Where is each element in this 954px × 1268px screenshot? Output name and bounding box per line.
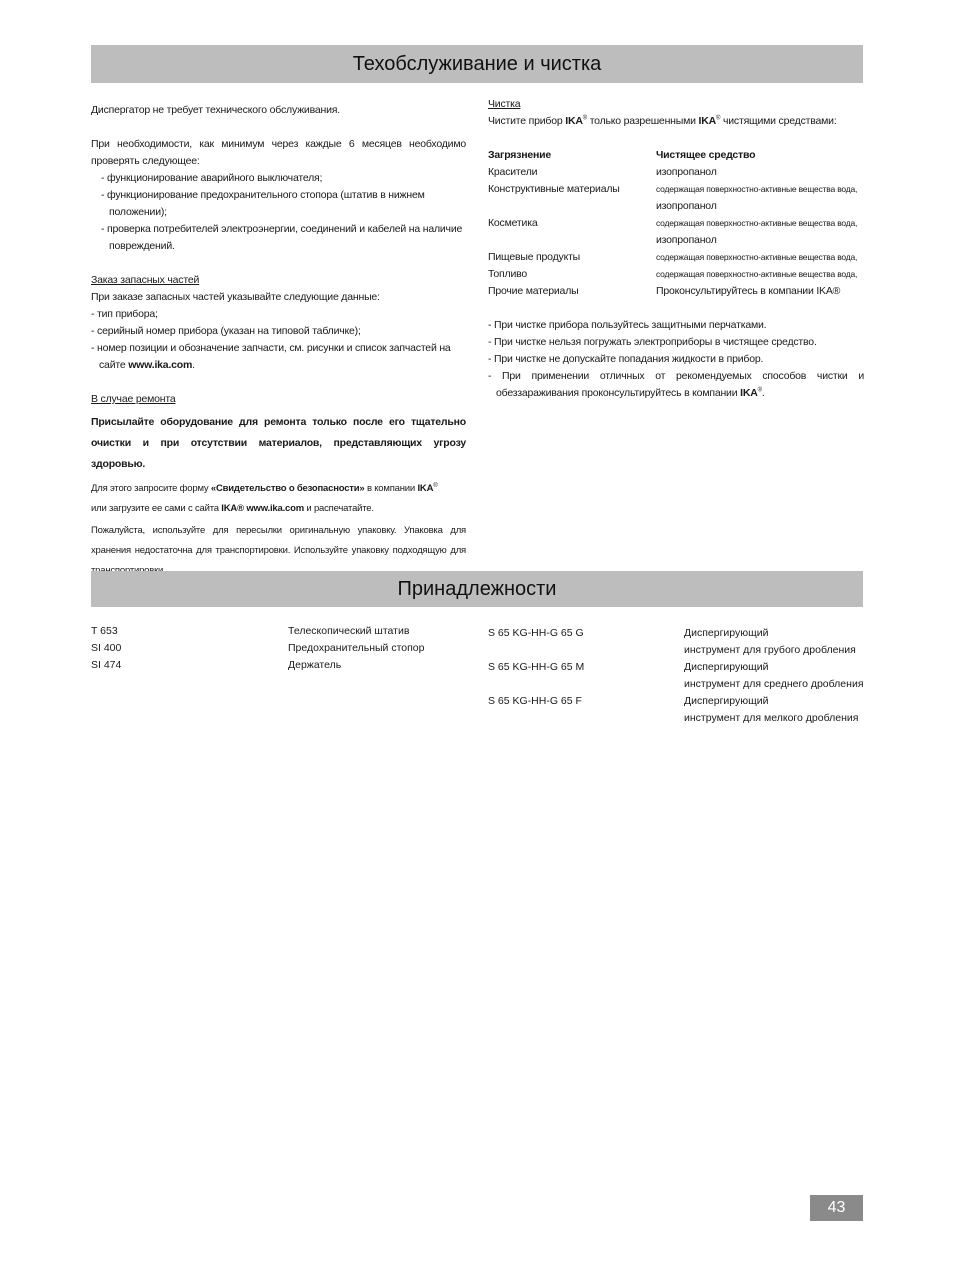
cleaning-intro: Чистите прибор IKA® только разрешенными IKA® чистящими средствами: bbox=[488, 115, 837, 127]
accessory-codes-left bbox=[91, 623, 271, 674]
section-title-accessories: Принадлежности bbox=[91, 571, 863, 607]
accessory-code: SI 400 bbox=[91, 642, 122, 654]
page-number: 43 bbox=[810, 1195, 863, 1221]
table-row: Конструктивные материалы содержащая поверхностно-активные вещества вода, изопропанол bbox=[488, 183, 858, 212]
accessory-code: S 65 KG-HH-G 65 F bbox=[488, 695, 582, 707]
spare-parts-heading: Заказ запасных частей bbox=[91, 274, 200, 286]
cleaning-heading: Чистка bbox=[488, 98, 521, 110]
repair-warning: Присылайте оборудование для ремонта только после его тщательно очистки и при отсутствии материалов, представляющих угрозу здоровью. bbox=[91, 416, 466, 470]
spare-parts-intro: При заказе запасных частей указывайте следующие данные: bbox=[91, 291, 380, 303]
accessory-code: SI 474 bbox=[91, 659, 122, 671]
accessory-description: Телескопический штатив bbox=[288, 625, 410, 637]
check-intro: При необходимости, как минимум через каждые 6 месяцев необходимо проверять следующее: bbox=[91, 138, 466, 167]
table-row: Красители изопропанол bbox=[488, 166, 717, 178]
check-item: - проверка потребителей электроэнергии, соединений и кабелей на наличие повреждений. bbox=[101, 223, 463, 252]
table-header-cell: Чистящее средство bbox=[656, 149, 756, 161]
cleaning-table bbox=[488, 147, 864, 300]
accessory-code: T 653 bbox=[91, 625, 118, 637]
accessory-code: S 65 KG-HH-G 65 M bbox=[488, 661, 585, 673]
accessory-descriptions-right bbox=[684, 625, 864, 727]
accessory-code: S 65 KG-HH-G 65 G bbox=[488, 627, 584, 639]
maintenance-left-column bbox=[91, 102, 466, 581]
cleaning-note: - При применении отличных от рекомендуемых способов чистки и обеззараживания проконсультируйтесь в компании IKA®. bbox=[488, 370, 864, 399]
brand-name: IKA bbox=[417, 483, 434, 494]
cleaning-note: - При чистке не допускайте попадания жидкости в прибор. bbox=[488, 353, 764, 365]
accessory-codes-right bbox=[488, 625, 668, 710]
spare-item: - номер позиции и обозначение запчасти, см. рисунки и список запчастей на сайте www.ika.com. bbox=[91, 342, 451, 371]
website-link: www.ika.com bbox=[128, 359, 193, 371]
table-row: Косметика содержащая поверхностно-активные вещества вода, изопропанол bbox=[488, 217, 858, 246]
repair-form-paragraph: Для этого запросите форму «Свидетельство о безопасности» в компании IKA® или загрузите ее сами с сайта IKA® www.ika.com и распечатайте. bbox=[91, 482, 438, 514]
accessory-description: Предохранительный стопор bbox=[288, 642, 425, 654]
accessory-descriptions-left bbox=[288, 623, 468, 674]
section-title-maintenance: Техобслуживание и чистка bbox=[91, 45, 863, 83]
table-row: Пищевые продукты содержащая поверхностно-активные вещества вода, bbox=[488, 251, 858, 263]
accessory-description: инструмент для мелкого дробления bbox=[684, 712, 859, 724]
website-link: www.ika.com bbox=[246, 503, 304, 514]
check-item: - функционирование предохранительного стопора (штатив в нижнем положении); bbox=[101, 189, 425, 218]
packaging-paragraph: Пожалуйста, используйте для пересылки оригинальную упаковку. Упаковка для хранения недостаточна для транспортировки. Используйте упаковку подходящую для bbox=[91, 525, 466, 556]
spare-item: - серийный номер прибора (указан на типовой табличке); bbox=[91, 325, 361, 337]
maintenance-intro: Диспергатор не требует технического обслуживания. bbox=[91, 104, 340, 116]
table-row: Прочие материалы Проконсультируйтесь в компании IKA® bbox=[488, 285, 841, 297]
safety-certificate-name: «Свидетельство о безопасности» bbox=[210, 483, 365, 494]
table-header-cell: Загрязнение bbox=[488, 149, 552, 161]
cleaning-column bbox=[488, 96, 864, 402]
accessory-description: инструмент для грубого дробления bbox=[684, 644, 856, 656]
check-item: - функционирование аварийного выключателя; bbox=[101, 172, 323, 184]
cleaning-note: - При чистке прибора пользуйтесь защитными перчатками. bbox=[488, 319, 767, 331]
cleaning-note: - При чистке нельзя погружать электроприборы в чистящее средство. bbox=[488, 336, 817, 348]
repair-heading: В случае ремонта bbox=[91, 393, 176, 405]
accessory-description: Диспергирующий bbox=[684, 661, 769, 673]
table-row: Топливо содержащая поверхностно-активные вещества вода, bbox=[488, 268, 858, 280]
table-header-row bbox=[488, 147, 864, 164]
accessory-description: инструмент для среднего дробления bbox=[684, 678, 864, 690]
accessory-description: Держатель bbox=[288, 659, 342, 671]
spare-item: - тип прибора; bbox=[91, 308, 158, 320]
accessory-description: Диспергирующий bbox=[684, 627, 769, 639]
accessory-description: Диспергирующий bbox=[684, 695, 769, 707]
